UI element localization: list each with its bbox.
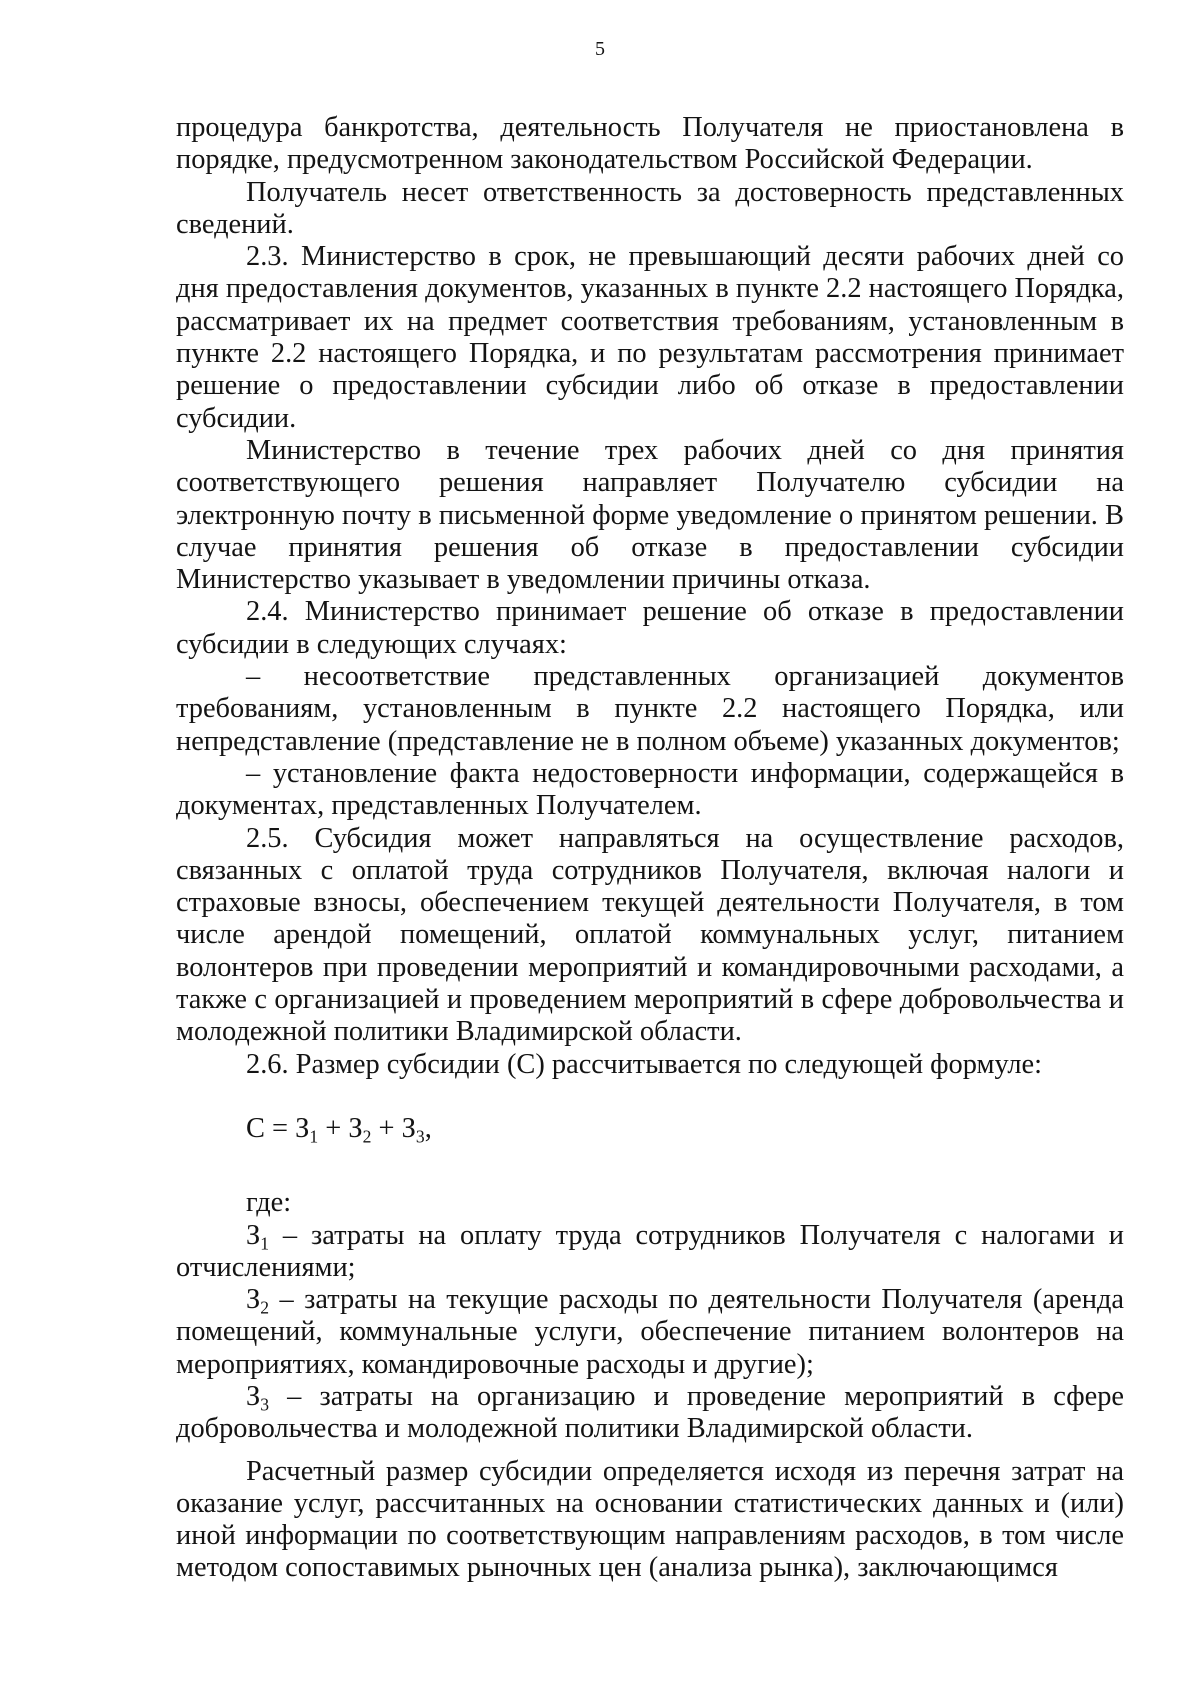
- definition-z3: $З_3$ – затраты на организацию и проведение мероприятий в сфере добровольчества и молодежной политики Владимирской области.: [176, 1380, 1124, 1445]
- paragraph-2-5: 2.5. Субсидия может направляться на осуществление расходов, связанных с оплатой труда сотрудников Получателя, включая налоги и страховые взносы, обеспечением текущей деятельности Получателя, в том числе арендой помещений, оплатой коммунальных услуг, питанием волонтеров при проведении мероприятий и командировочными расходами, а также с организацией и проведением мероприятий в сфере добровольчества и молодежной политики Владимирской области.: [176, 822, 1124, 1048]
- paragraph-responsibility: Получатель несет ответственность за достоверность представленных сведений.: [176, 176, 1124, 240]
- definition-z2: $З_2$ – затраты на текущие расходы по деятельности Получателя (аренда помещений, коммунальные услуги, обеспечение питанием волонтеров на мероприятиях, командировочные расходы и другие);: [176, 1284, 1124, 1380]
- definition-z1: $З_1$ – затраты на оплату труда сотрудников Получателя с налогами и отчислениями;: [176, 1219, 1124, 1283]
- paragraph-2-6: 2.6. Размер субсидии (С) рассчитывается по следующей формуле:: [246, 1048, 1043, 1080]
- paragraph-calculation-method: Расчетный размер субсидии определяется исходя из перечня затрат на оказание услуг, рассчитанных на основании статистических данных и (или) иной информации по соответствующим направлениям расходов, в том числе методом сопоставимых рыночных цен (анализа рынка), заключающимся: [176, 1455, 1124, 1584]
- list-item-unreliable-info: – установление факта недостоверности информации, содержащейся в документах, представленных Получателем.: [176, 757, 1124, 822]
- formula-where-label: где:: [246, 1187, 292, 1219]
- paragraph-notification: Министерство в течение трех рабочих дней со дня принятия соответствующего решения направляет Получателю субсидии на электронную почту в письменной форме уведомление о принятом решении. В случае принятия решения об отказе в предоставлении субсидии Министерство указывает в уведомлении причины отказа.: [176, 434, 1124, 596]
- list-item-noncompliance: – несоответствие представленных организацией документов требованиям, установленным в пункте 2.2 настоящего Порядка, или непредставление (представление не в полном объеме) указанных документов;: [176, 661, 1124, 757]
- subsidy-formula: $С = З_1 + З_2 + З_3$,: [246, 1112, 432, 1147]
- paragraph-bankruptcy: процедура банкротства, деятельность Получателя не приостановлена в порядке, предусмотренном законодательством Российской Федерации.: [176, 112, 1124, 176]
- document-body: [176, 112, 1124, 1585]
- page-number: 5: [595, 38, 605, 60]
- paragraph-2-4: 2.4. Министерство принимает решение об отказе в предоставлении субсидии в следующих случаях:: [176, 596, 1124, 660]
- paragraph-2-3: 2.3. Министерство в срок, не превышающий десяти рабочих дней со дня предоставления документов, указанных в пункте 2.2 настоящего Порядка, рассматривает их на предмет соответствия требованиям, установленным в пункте 2.2 настоящего Порядка, и по результатам рассмотрения принимает решение о предоставлении субсидии либо об отказе в предоставлении субсидии.: [176, 241, 1124, 434]
